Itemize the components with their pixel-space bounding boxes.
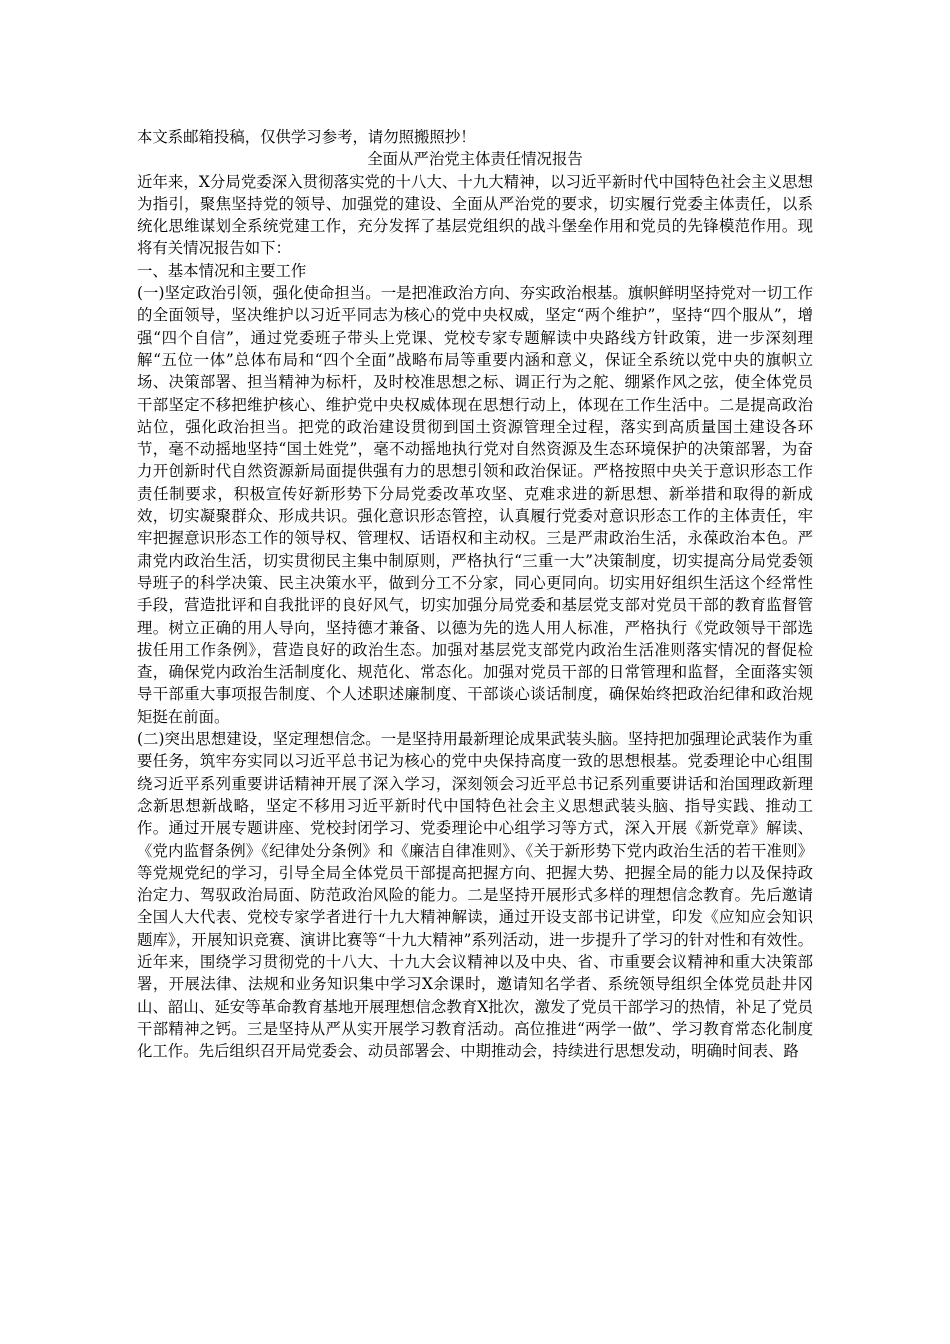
notice-line: 本文系邮箱投稿，仅供学习参考，请勿照搬照抄！ bbox=[137, 128, 476, 146]
paragraph-1: (一)坚定政治引领，强化使命担当。一是把准政治方向、夯实政治根基。旗帜鲜明坚持党对一切工作的全面领导，坚决维护以习近平同志为核心的党中央权威，坚定“两个维护”，坚持“四个服从”，增强“四个自信”，通过党委班子带头上党课、党校专家专题解读中央路线方针政策，进一步深刻理解“五位一体”总体布局和“四个全面”战略布局等重要内涵和意义，保证全系统以党中央的旗帜立场、决策部署、担当精神为标杆，及时校准思想之标、调正行为之舵、绷紧作风之弦，使全体党员干部坚定不移把维护核心、维护党中央权威体现在思想行动上，体现在工作生活中。二是提高政治站位，强化政治担当。把党的政治建设贯彻到国土资源管理全过程，落实到高质量国土建设各环节，毫不动摇地坚持“国土姓党”，毫不动摇地执行党对自然资源及生态环境保护的决策部署，为奋力开创新时代自然资源新局面提供强有力的思想引领和政治保证。严格按照中央关于意识形态工作责任制要求，积极宣传好新形势下分局党委改革攻坚、克难求进的新思想、新举措和取得的新成效，切实凝聚群众、形成共识。强化意识形态管控，认真履行党委对意识形态工作的主体责任，牢牢把握意识形态工作的领导权、管理权、话语权和主动权。三是严肃政治生活，永葆政治本色。严肃党内政治生活，切实贯彻民主集中制原则，严格执行“三重一大”决策制度，切实提高分局党委领导班子的科学决策、民主决策水平，做到分工不分家，同心更同向。切实用好组织生活这个经常性手段，营造批评和自我批评的良好风气，切实加强分局党委和基层党支部对党员干部的教育监督管理。树立正确的用人导向，坚持德才兼备、以德为先的选人用人标准，严格执行《党政领导干部选拔任用工作条例》，营造良好的政治生态。加强对基层党支部党内政治生活准则落实情况的督促检查，确保党内政治生活制度化、规范化、常态化。加强对党员干部的日常管理和监督，全面落实领导干部重大事项报告制度、个人述职述廉制度、干部谈心谈话制度，确保始终把政治纪律和政治规矩挺在前面。 bbox=[137, 284, 813, 726]
document-page bbox=[137, 126, 813, 1062]
paragraph-2: (二)突出思想建设，坚定理想信念。一是坚持用最新理论成果武装头脑。坚持把加强理论武装作为重要任务，筑牢夯实同以习近平总书记为核心的党中央保持高度一致的思想根基。党委理论中心组围绕习近平系列重要讲话精神开展了深入学习，深刻领会习近平总书记系列重要讲话和治国理政新理念新思想新战略，坚定不移用习近平新时代中国特色社会主义思想武装头脑、指导实践、推动工作。通过开展专题讲座、党校封闭学习、党委理论中心组学习等方式，深入开展《新党章》解读、《党内监督条例》《纪律处分条例》和《廉洁自律准则》、《关于新形势下党内政治生活的若干准则》等党规党纪的学习，引导全局全体党员干部提高把握方向、把握大势、把握全局的能力以及保持政治定力、驾驭政治局面、防范政治风险的能力。二是坚持开展形式多样的理想信念教育。先后邀请全国人大代表、党校专家学者进行十九大精神解读，通过开设支部书记讲堂，印发《应知应会知识题库》，开展知识竞赛、演讲比赛等“十九大精神”系列活动，进一步提升了学习的针对性和有效性。近年来，围绕学习贯彻党的十八大、十九大会议精神以及中央、省、市重要会议精神和重大决策部署，开展法律、法规和业务知识集中学习X余课时，邀请知名学者、系统领导组织全体党员赴井冈山、韶山、延安等革命教育基地开展理想信念教育X批次，激发了党员干部学习的热情，补足了党员干部精神之钙。三是坚持从严从实开展学习教育活动。高位推进“两学一做”、学习教育常态化制度化工作。先后组织召开局党委会、动员部署会、中期推动会，持续进行思想发动，明确时间表、路 bbox=[137, 730, 813, 1061]
intro-paragraph: 近年来，X分局党委深入贯彻落实党的十八大、十九大精神，以习近平新时代中国特色社会主义思想为指引，聚焦坚持党的领导、加强党的建设、全面从严治党的要求，切实履行党委主体责任，以系统化思维谋划全系统党建工作，充分发挥了基层党组织的战斗堡垒作用和党员的先锋模范作用。现将有关情况报告如下： bbox=[137, 172, 813, 258]
section-heading: 一、基本情况和主要工作 bbox=[137, 261, 307, 280]
document-title: 全面从严治党主体责任情况报告 bbox=[367, 150, 583, 169]
